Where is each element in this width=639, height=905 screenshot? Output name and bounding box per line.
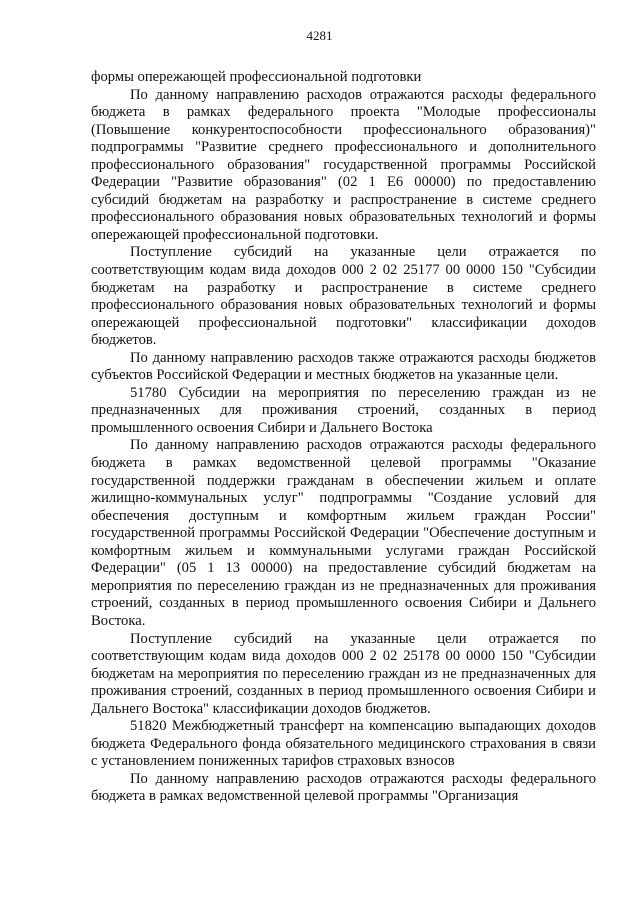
paragraph-continuation: формы опережающей профессиональной подготовки xyxy=(91,69,422,85)
paragraph-regional-budgets: По данному направлению расходов также отражаются расходы бюджетов субъектов Российской Федерации и местных бюджетов на указанные цели. xyxy=(91,349,596,384)
paragraph-heading-51820: 51820 Межбюджетный трансферт на компенсацию выпадающих доходов бюджета Федерального фонда обязательного медицинского страхования в связи с установлением пониженных тарифов страховых взносов xyxy=(91,718,596,770)
paragraph-resettlement-expenses: По данному направлению расходов отражаются расходы федерального бюджета в рамках ведомственной целевой программы "Оказание государственной поддержки гражданам в обеспечении жильем и оплате жилищно-коммунальных услуг" подпрограммы "Создание условий для обеспечения доступным и комфортным жильем граждан России" государственной программы Российской Федерации "Обеспечение доступным и комфортным жильем и коммунальными услугами граждан Российской Федерации" (05 1 13 00000) на предоставление субсидий бюджетам на мероприятия по переселению граждан из не предназначенных для проживания строений, созданных в период промышленного освоения Сибири и Дальнего Востока. xyxy=(91,437,596,629)
paragraph-income-codes-25177: Поступление субсидий на указанные цели отражается по соответствующим кодам вида доходов 000 2 02 25177 00 0000 150 "Субсидии бюджетам на разработку и распространение в системе среднего профессионального образования новых образовательных технологий и формы опережающей профессиональной подготовки" классификации доходов бюджетов. xyxy=(91,244,596,349)
paragraph-federal-project-expenses: По данному направлению расходов отражаются расходы федерального бюджета в рамках федерального проекта "Молодые профессионалы (Повышение конкурентоспособности профессионального образования)" подпрограммы "Развитие среднего профессионального и дополнительного профессионального образования" государственной программы Российской Федерации "Развитие образования" (02 1 Е6 00000) по предоставлению субсидий бюджетам на разработку и распространение в системе среднего профессионального образования новых образовательных технологий и формы опережающей профессиональной подготовки. xyxy=(91,86,596,243)
document-body xyxy=(91,69,596,806)
paragraph-income-codes-25178: Поступление субсидий на указанные цели отражается по соответствующим кодам вида доходов 000 2 02 25178 00 0000 150 "Субсидии бюджетам на мероприятия по переселению граждан из не предназначенных для проживания строений, созданных в период промышленного освоения Сибири и Дальнего Востока" классификации доходов бюджетов. xyxy=(91,630,596,717)
paragraph-ffoms-expenses: По данному направлению расходов отражаются расходы федерального бюджета в рамках ведомственной целевой программы "Организация xyxy=(91,770,596,805)
page-number: 4281 xyxy=(306,28,333,43)
paragraph-heading-51780: 51780 Субсидии на мероприятия по переселению граждан из не предназначенных для проживания строений, созданных в период промышленного освоения Сибири и Дальнего Востока xyxy=(91,384,596,436)
